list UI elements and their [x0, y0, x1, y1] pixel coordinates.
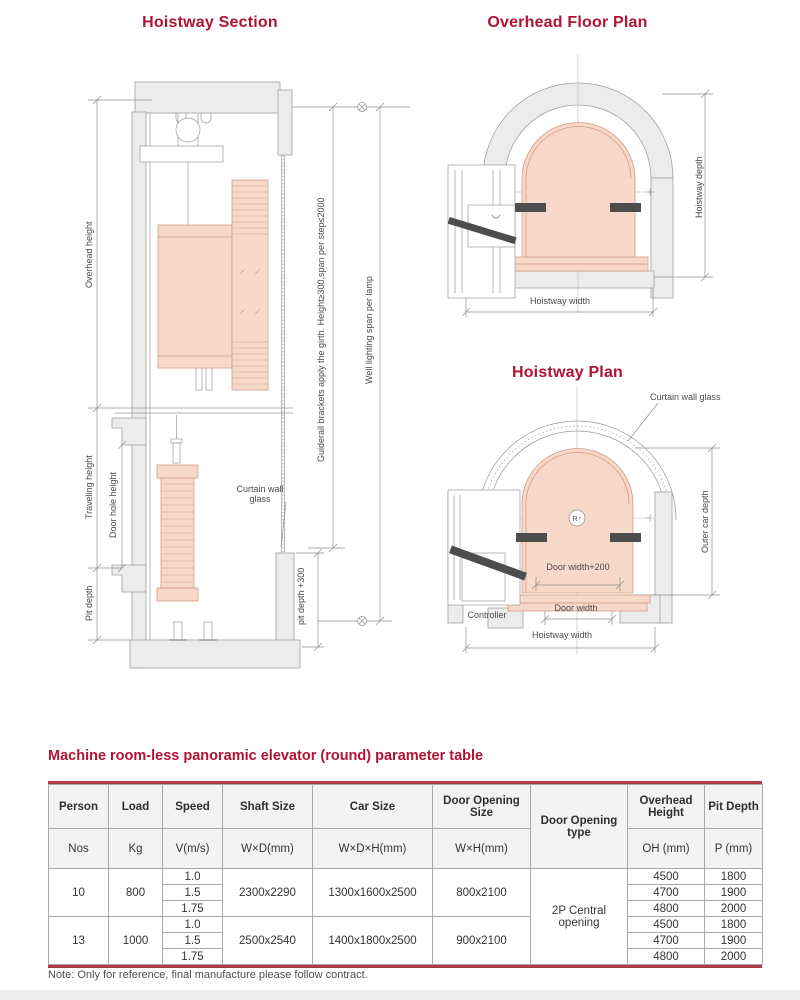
parameter-table-wrap: [48, 781, 762, 968]
cell-door-size: 800x2100: [433, 869, 531, 917]
cell-pit: 1800: [705, 869, 763, 885]
counterweight-bottom: [157, 465, 198, 478]
cell-pit: 1900: [705, 933, 763, 949]
overhead-height-label: Overhead height: [84, 221, 94, 289]
pulley-icon: [176, 118, 200, 142]
unit-overhead: OH (mm): [628, 829, 705, 869]
reference-note: Note: Only for reference, final manufacture please follow contract.: [48, 969, 368, 981]
cell-door-size: 900x2100: [433, 917, 531, 965]
unit-speed: V(m/s): [163, 829, 223, 869]
hoistway-plan-title: Hoistway Plan: [511, 364, 624, 381]
col-person-header: Person: [49, 785, 109, 829]
unit-door-size: W×H(mm): [433, 829, 531, 869]
hoistway-section-title: Hoistway Section: [142, 14, 278, 31]
col-load-header: Load: [109, 785, 163, 829]
overhead-floor-plan-drawing: [440, 45, 800, 340]
traveling-height-label: Traveling height: [84, 455, 94, 519]
counterweight-top: [232, 180, 268, 390]
hook-icon: [201, 113, 211, 123]
curtain-wall-glass-label-plan: Curtain wall glass: [650, 392, 721, 402]
cell-person: 10: [49, 869, 109, 917]
cell-oh: 4700: [628, 933, 705, 949]
door-operator-icon: [515, 203, 546, 212]
guiderail-note-label: Guiderail brackets apply the girth. Height≥300,span per step≤2000: [316, 197, 326, 463]
overhead-floor-plan-title: Overhead Floor Plan: [487, 14, 648, 31]
plan-car: [505, 449, 650, 612]
door-width-plus-label: Door width+200: [546, 562, 610, 572]
cell-pit: 2000: [705, 949, 763, 965]
cell-speed: 1.0: [163, 917, 223, 933]
col-car-header: Car Size: [313, 785, 433, 829]
col-overhead-header: Overhead Height: [628, 785, 705, 829]
car-body: [158, 225, 232, 368]
col-door-size-header: Door Opening Size: [433, 785, 531, 829]
cell-pit: 2000: [705, 901, 763, 917]
cell-shaft: 2500x2540: [223, 917, 313, 965]
cell-speed: 1.75: [163, 949, 223, 965]
door-operator-icon: [610, 203, 641, 212]
col-pit-header: Pit Depth: [705, 785, 763, 829]
col-shaft-header: Shaft Size: [223, 785, 313, 829]
cell-load: 800: [109, 869, 163, 917]
cell-oh: 4800: [628, 949, 705, 965]
unit-shaft: W×D(mm): [223, 829, 313, 869]
parameter-table-title: Machine room-less panoramic elevator (round) parameter table: [48, 748, 484, 764]
door-operator-icon: [610, 533, 641, 542]
cell-pit: 1900: [705, 885, 763, 901]
buffer-icon: [174, 622, 182, 640]
cell-oh: 4800: [628, 901, 705, 917]
well-lighting-label: Well lighting span per lamp: [364, 276, 374, 384]
curtain-wall-glass-label-section: Curtain wall glass: [236, 484, 284, 505]
outer-car-depth-label: Outer car depth: [700, 490, 710, 554]
section-car: [157, 180, 268, 601]
lamp-icon: [358, 617, 367, 626]
hoistway-width-label-plan: Hoistway width: [531, 630, 593, 640]
cell-speed: 1.5: [163, 885, 223, 901]
cell-car: 1400x1800x2500: [313, 917, 433, 965]
unit-pit: P (mm): [705, 829, 763, 869]
cell-load: 1000: [109, 917, 163, 965]
cell-door-type: 2P Central opening: [531, 869, 628, 965]
unit-car: W×D×H(mm): [313, 829, 433, 869]
col-speed-header: Speed: [163, 785, 223, 829]
cell-pit: 1800: [705, 917, 763, 933]
unit-load: Kg: [109, 829, 163, 869]
unit-person: Nos: [49, 829, 109, 869]
overhead-car: [508, 123, 648, 271]
cell-oh: 4500: [628, 869, 705, 885]
lamp-icon: [358, 103, 367, 112]
cell-oh: 4500: [628, 917, 705, 933]
cell-oh: 4700: [628, 885, 705, 901]
parameter-table: [48, 784, 763, 965]
machine-beam: [140, 146, 223, 162]
col-door-type-header: Door Opening type: [531, 785, 628, 869]
cell-shaft: 2300x2290: [223, 869, 313, 917]
hoistway-width-label-overhead: Hoistway width: [529, 296, 591, 306]
curtain-glass-leader: [628, 403, 658, 441]
cell-car: 1300x1600x2500: [313, 869, 433, 917]
pit-depth-label: Pit depth: [84, 585, 94, 621]
pit-depth-300-label: pit depth +300: [296, 567, 306, 625]
door-hole-height-label: Door hole height: [108, 471, 118, 539]
cell-speed: 1.0: [163, 869, 223, 885]
door-width-label: Door width: [554, 603, 598, 613]
cell-person: 13: [49, 917, 109, 965]
buffer-icon: [204, 622, 212, 640]
rotation-center-mark: [569, 510, 585, 526]
door-operator-icon: [516, 533, 547, 542]
hoistway-depth-label: Hoistway depth: [694, 156, 704, 219]
page-bottom-strip: [0, 990, 800, 1000]
center-mark-text: R↑: [572, 514, 582, 523]
cell-speed: 1.5: [163, 933, 223, 949]
controller-label: Controller: [467, 610, 507, 620]
cell-speed: 1.75: [163, 901, 223, 917]
